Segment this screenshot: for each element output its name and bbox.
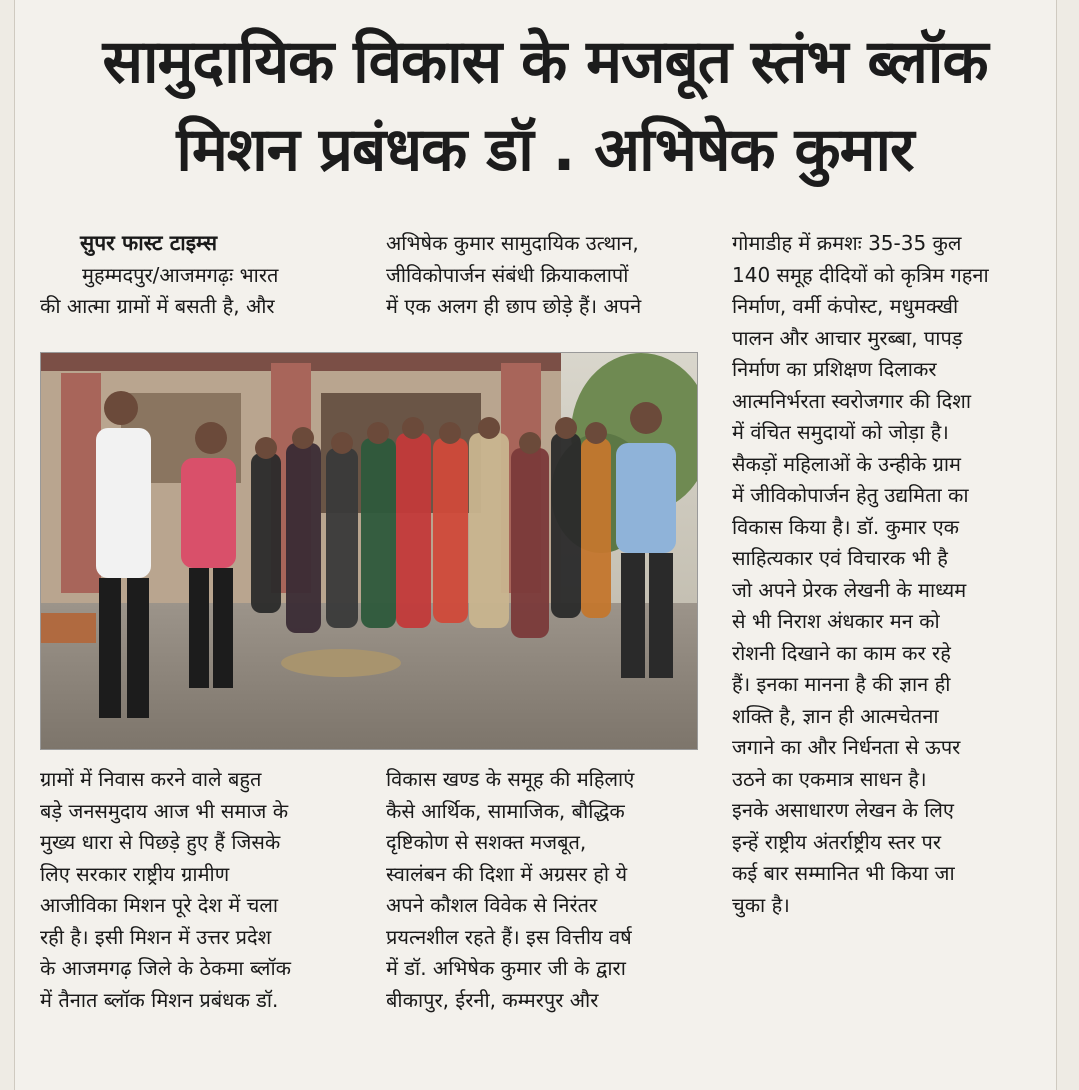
text-line: में एक अलग ही छाप छोड़े हैं। अपने [386,294,642,318]
text-line: मुहम्मदपुर/आजमगढ़ः भारत [82,262,279,287]
byline: सुपर फास्ट टाइम्स [80,231,218,255]
text-line: रही है। इसी मिशन में उत्तर प्रदेश [40,924,272,949]
text-line: रोशनी दिखाने का काम कर रहे [732,640,951,665]
column-3 [732,228,1048,921]
text-line: सैकड़ों महिलाओं के उन्हीके ग्राम [732,451,962,476]
text-line: की आत्मा ग्रामों में बसती है, और [40,294,275,318]
text-line: के आजमगढ़ जिले के ठेकमा ब्लॉक [40,956,292,980]
text-line: चुका है। [732,892,790,917]
text-line: अपने कौशल विवेक से निरंतर [386,893,598,917]
text-line: जो अपने प्रेरक लेखनी के माध्यम [732,577,967,602]
text-line: मुख्य धारा से पिछड़े हुए हैं जिसके [40,830,281,854]
text-line: विकास किया है। डॉ. कुमार एक [732,514,960,539]
text-line: निर्माण, वर्मी कंपोस्ट, मधुमक्खी [732,294,959,318]
text-line: इन्हें राष्ट्रीय अंतर्राष्ट्रीय स्तर पर [732,829,942,854]
headline-line-1: सामुदायिक विकास के मजबूत स्तंभ ब्लॉक [102,27,988,97]
text-line: दृष्टिकोण से सशक्त मजबूत, [386,830,587,854]
text-line: कैसे आर्थिक, सामाजिक, बौद्धिक [386,798,625,823]
text-line: आत्मनिर्भरता स्वरोजगार की दिशा [732,388,972,413]
text-line: 140 समूह दीदियों को कृत्रिम गहना [732,262,989,287]
text-line: प्रयत्नशील रहते हैं। इस वित्तीय वर्ष [386,924,632,949]
text-line: निर्माण का प्रशिक्षण दिलाकर [732,357,937,381]
text-line: में डॉ. अभिषेक कुमार जी के द्वारा [386,956,626,980]
text-line: हैं। इनका मानना है की ज्ञान ही [732,672,951,696]
text-line: में जीविकोपार्जन हेतु उद्यमिता का [732,483,969,507]
adjacent-column-left [0,0,15,1090]
group-photo-illustration [41,353,697,749]
text-line: पालन और आचार मुरब्बा, पापड़ [732,325,963,350]
text-line: कई बार सम्मानित भी किया जा [732,861,955,885]
text-line: बड़े जनसमुदाय आज भी समाज के [40,798,289,823]
text-line: शक्ति है, ज्ञान ही आत्मचेतना [732,703,939,728]
column-2-top [386,228,698,323]
text-line: ग्रामों में निवास करने वाले बहुत [40,767,262,791]
text-line: में वंचित समुदायों को जोड़ा है। [732,420,949,444]
text-line: विकास खण्ड के समूह की महिलाएं [386,767,635,791]
headline-line-2: मिशन प्रबंधक डॉ . अभिषेक कुमार [176,115,914,185]
column-1-top [40,228,356,323]
text-line: लिए सरकार राष्ट्रीय ग्रामीण [40,861,230,886]
text-line: बीकापुर, ईरनी, कम्मरपुर और [386,987,599,1012]
column-2-bottom [386,764,698,1016]
text-line: इनके असाधारण लेखन के लिए [732,798,954,822]
text-line: गोमाडीह में क्रमशः 35-35 कुल [732,231,962,255]
text-line: अभिषेक कुमार सामुदायिक उत्थान, [386,231,639,255]
text-line: आजीविका मिशन पूरे देश में चला [40,893,279,917]
headline [30,18,1060,194]
text-line: स्वालंबन की दिशा में अग्रसर हो ये [386,861,628,886]
text-line: जीविकोपार्जन संबंधी क्रियाकलापों [386,262,629,287]
text-line: साहित्यकार एवं विचारक भी है [732,546,948,570]
text-line: से भी निराश अंधकार मन को [732,609,940,633]
text-line: उठने का एकमात्र साधन है। [732,766,927,791]
article-photo [40,352,698,750]
column-1-bottom [40,764,356,1016]
text-line: जगाने का और निर्धनता से ऊपर [732,735,961,759]
text-line: में तैनात ब्लॉक मिशन प्रबंधक डॉ. [40,987,279,1012]
